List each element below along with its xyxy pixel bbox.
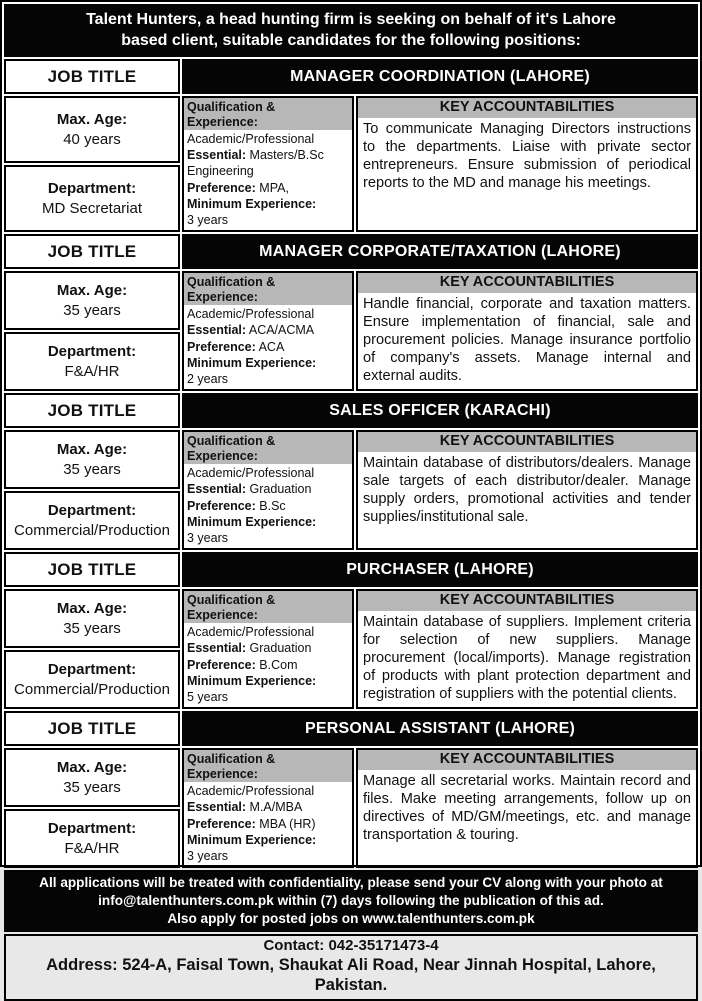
max-age-value: 35 years — [63, 301, 121, 319]
preference-value: B.Com — [259, 657, 298, 672]
department-cell — [4, 165, 180, 232]
accountabilities-header: KEY ACCOUNTABILITIES — [358, 432, 696, 451]
qualification-body — [184, 130, 352, 231]
max-age-cell — [4, 430, 180, 489]
job-title-row — [4, 234, 698, 269]
preference-value: B.Sc — [259, 498, 286, 513]
ad-header-banner — [4, 4, 698, 57]
job-title-label: JOB TITLE — [4, 711, 180, 746]
max-age-label: Max. Age: — [56, 282, 128, 300]
min-experience-label: Minimum Experience: — [187, 832, 317, 847]
preference-line — [187, 339, 349, 355]
qualification-header: Qualification & Experience: — [184, 273, 352, 305]
accountabilities-text: Maintain database of distributors/dealers. Manage sale targets of each distributor/dealer. Manage supply orders, promotional activities and tender supplies/institutional sale. — [363, 454, 691, 526]
essential-value: Masters/B.Sc Engineering — [187, 148, 324, 179]
essential-line — [187, 322, 349, 338]
preference-line — [187, 816, 349, 832]
preference-value: MPA, — [259, 180, 289, 195]
department-value: Commercial/Production — [14, 680, 170, 698]
job-title-row — [4, 59, 698, 94]
job-title-row — [4, 393, 698, 428]
accountabilities-cell — [356, 430, 698, 550]
essential-line — [187, 481, 349, 497]
min-experience-value: 2 years — [187, 372, 228, 387]
essential-value: Graduation — [249, 641, 312, 656]
essential-line — [187, 640, 349, 656]
instructions-line-2: info@talenthunters.com.pk within (7) days following the publication of this ad. — [98, 893, 604, 909]
job-title-label: JOB TITLE — [4, 59, 180, 94]
academic-line: Academic/Professional — [187, 131, 315, 146]
application-instructions — [4, 870, 698, 932]
max-age-label: Max. Age: — [56, 441, 128, 459]
essential-label: Essential: — [187, 482, 247, 497]
preference-label: Preference: — [187, 180, 256, 195]
contact-address-box — [4, 934, 698, 1000]
qualification-header: Qualification & Experience: — [184, 750, 352, 782]
accountabilities-cell — [356, 589, 698, 709]
contact-line: Contact: 042-35171473-4 — [263, 937, 439, 955]
essential-value: ACA/ACMA — [248, 323, 315, 338]
department-value: Commercial/Production — [14, 521, 170, 539]
job-title-row — [4, 711, 698, 746]
accountabilities-cell — [356, 271, 698, 391]
max-age-value: 35 years — [63, 619, 121, 637]
preference-label: Preference: — [187, 657, 256, 672]
job-meta-column — [4, 430, 180, 550]
qualification-body — [184, 305, 352, 389]
academic-line: Academic/Professional — [187, 625, 315, 640]
qualification-header: Qualification & Experience: — [184, 98, 352, 130]
accountabilities-header: KEY ACCOUNTABILITIES — [358, 98, 696, 117]
job-block-sales-officer — [4, 393, 698, 550]
max-age-value: 35 years — [63, 778, 121, 796]
qualification-body — [184, 464, 352, 548]
qualification-header: Qualification & Experience: — [184, 432, 352, 464]
academic-line: Academic/Professional — [187, 307, 315, 322]
job-title-label: JOB TITLE — [4, 393, 180, 428]
essential-label: Essential: — [187, 323, 247, 338]
min-experience-value: 5 years — [187, 690, 228, 705]
qualification-body — [184, 623, 352, 707]
preference-line — [187, 657, 349, 673]
job-title-value: MANAGER CORPORATE/TAXATION (LAHORE) — [182, 234, 698, 269]
preference-line — [187, 498, 349, 514]
job-meta-column — [4, 271, 180, 391]
department-label: Department: — [47, 661, 137, 679]
address-line: Address: 524-A, Faisal Town, Shaukat Ali Road, Near Jinnah Hospital, Lahore, Pakistan. — [46, 956, 656, 994]
min-experience-label: Minimum Experience: — [187, 355, 317, 370]
instructions-line-1: All applications will be treated with confidentiality, please send your CV along with your photo at — [39, 875, 663, 891]
department-cell — [4, 491, 180, 550]
academic-line: Academic/Professional — [187, 466, 315, 481]
min-experience-value: 3 years — [187, 849, 228, 864]
job-title-value: PURCHASER (LAHORE) — [182, 552, 698, 587]
job-title-value: MANAGER COORDINATION (LAHORE) — [182, 59, 698, 94]
department-cell — [4, 650, 180, 709]
qualification-cell — [182, 748, 354, 868]
qualification-cell — [182, 271, 354, 391]
job-title-label: JOB TITLE — [4, 234, 180, 269]
job-block-manager-corporate-taxation — [4, 234, 698, 391]
banner-line-2: based client, suitable candidates for the following positions: — [121, 32, 581, 50]
job-meta-column — [4, 748, 180, 868]
accountabilities-cell — [356, 748, 698, 868]
essential-value: M.A/MBA — [249, 800, 303, 815]
qualification-cell — [182, 589, 354, 709]
department-label: Department: — [47, 180, 137, 198]
accountabilities-header: KEY ACCOUNTABILITIES — [358, 750, 696, 769]
academic-line: Academic/Professional — [187, 784, 315, 799]
preference-label: Preference: — [187, 339, 256, 354]
instructions-line-3: Also apply for posted jobs on www.talenthunters.com.pk — [167, 911, 535, 927]
accountabilities-header: KEY ACCOUNTABILITIES — [358, 273, 696, 292]
max-age-label: Max. Age: — [56, 600, 128, 618]
qualification-header: Qualification & Experience: — [184, 591, 352, 623]
qualification-body — [184, 782, 352, 866]
accountabilities-text: Handle financial, corporate and taxation matters. Ensure implementation of financial, sale and procurement policies. Manage insurance portfolio of company's assets. Manage internal and external audits. — [363, 295, 691, 385]
min-experience-value: 3 years — [187, 213, 228, 228]
min-experience-label: Minimum Experience: — [187, 673, 317, 688]
essential-line — [187, 799, 349, 815]
department-value: MD Secretariat — [41, 199, 143, 217]
preference-value: ACA — [258, 339, 285, 354]
max-age-cell — [4, 271, 180, 330]
essential-label: Essential: — [187, 148, 247, 163]
department-value: F&A/HR — [64, 362, 120, 380]
job-block-manager-coordination — [4, 59, 698, 232]
accountabilities-header: KEY ACCOUNTABILITIES — [358, 591, 696, 610]
preference-label: Preference: — [187, 498, 256, 513]
department-label: Department: — [47, 820, 137, 838]
preference-line — [187, 180, 349, 196]
banner-line-1: Talent Hunters, a head hunting firm is seeking on behalf of it's Lahore — [86, 11, 616, 28]
min-experience-value: 3 years — [187, 531, 228, 546]
job-meta-column — [4, 589, 180, 709]
max-age-value: 35 years — [63, 460, 121, 478]
job-detail-row — [4, 271, 698, 391]
job-block-purchaser — [4, 552, 698, 709]
job-detail-row — [4, 589, 698, 709]
min-experience-label: Minimum Experience: — [187, 514, 317, 529]
max-age-cell — [4, 96, 180, 163]
accountabilities-text: Maintain database of suppliers. Implement criteria for selection of new suppliers. Manage procurement (local/imports). Manage registration of products with plant protection department and registration of suppliers with the potential clients. — [363, 613, 691, 703]
min-experience-label: Minimum Experience: — [187, 196, 317, 211]
job-title-value: SALES OFFICER (KARACHI) — [182, 393, 698, 428]
essential-line — [187, 147, 349, 180]
essential-label: Essential: — [187, 641, 247, 656]
job-title-label: JOB TITLE — [4, 552, 180, 587]
job-meta-column — [4, 96, 180, 232]
essential-value: Graduation — [249, 482, 312, 497]
job-title-value: PERSONAL ASSISTANT (LAHORE) — [182, 711, 698, 746]
max-age-cell — [4, 748, 180, 807]
job-detail-row — [4, 96, 698, 232]
accountabilities-cell — [356, 96, 698, 232]
max-age-cell — [4, 589, 180, 648]
job-title-row — [4, 552, 698, 587]
department-cell — [4, 809, 180, 868]
department-label: Department: — [47, 502, 137, 520]
max-age-label: Max. Age: — [56, 110, 128, 128]
job-block-personal-assistant — [4, 711, 698, 868]
preference-value: MBA (HR) — [259, 816, 316, 831]
preference-label: Preference: — [187, 816, 256, 831]
job-detail-row — [4, 430, 698, 550]
max-age-label: Max. Age: — [56, 759, 128, 777]
department-cell — [4, 332, 180, 391]
department-value: F&A/HR — [64, 839, 120, 857]
max-age-value: 40 years — [63, 130, 121, 148]
accountabilities-text: Manage all secretarial works. Maintain record and files. Make meeting arrangements, follow up on directives of MD/GM/meetings, etc. and manage transportation & touring. — [363, 772, 691, 844]
essential-label: Essential: — [187, 800, 247, 815]
job-detail-row — [4, 748, 698, 868]
department-label: Department: — [47, 343, 137, 361]
accountabilities-text: To communicate Managing Directors instructions to the departments. Liaise with private sector entrepreneurs. Ensure submission of periodical reports to the MD and manage his meetings. — [363, 120, 691, 191]
qualification-cell — [182, 96, 354, 232]
qualification-cell — [182, 430, 354, 550]
